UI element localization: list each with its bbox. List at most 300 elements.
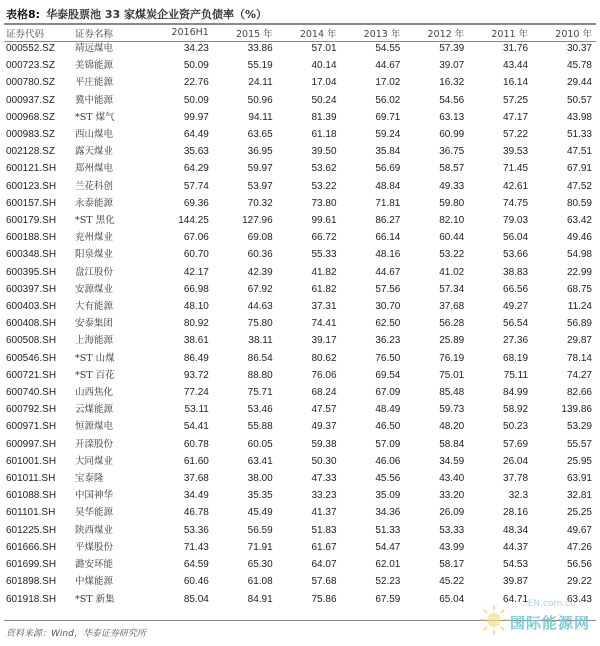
security-code-cell: 600395.SH [6, 266, 57, 278]
debt-ratio-cell: 43.99 [439, 541, 465, 553]
table-row [4, 350, 596, 367]
header-cell: 2016H1 [171, 27, 209, 38]
debt-ratio-cell: 144.25 [178, 215, 209, 227]
debt-ratio-cell: 32.3 [508, 490, 529, 502]
security-code-cell: 000983.SZ [6, 129, 55, 141]
debt-ratio-cell: 63.91 [566, 473, 592, 485]
debt-ratio-cell: 65.30 [247, 559, 273, 571]
header-cell: 2013 年 [363, 28, 401, 40]
table-row [4, 539, 596, 556]
debt-ratio-cell: 25.89 [439, 335, 465, 347]
security-code-cell: 601699.SH [6, 559, 57, 571]
debt-ratio-cell: 45.49 [247, 507, 273, 519]
debt-ratio-cell: 63.65 [247, 129, 273, 141]
debt-ratio-cell: 41.82 [311, 266, 337, 278]
watermark-text: 国际能源网 [510, 614, 591, 632]
security-name-cell: 冀中能源 [75, 94, 114, 106]
security-name-cell: 大同煤业 [75, 455, 114, 467]
security-name-cell: 陕西煤业 [75, 524, 114, 536]
security-code-cell: 000552.SZ [6, 43, 55, 54]
debt-ratio-cell: 57.39 [439, 43, 465, 54]
security-code-cell: 600546.SH [6, 352, 57, 364]
table-row [4, 178, 596, 195]
debt-ratio-cell: 35.35 [247, 490, 273, 502]
security-name-cell: *ST 新集 [75, 593, 115, 605]
debt-ratio-cell: 42.17 [183, 266, 209, 278]
debt-ratio-cell: 66.98 [183, 283, 209, 295]
debt-ratio-cell: 71.91 [247, 541, 273, 553]
debt-ratio-cell: 43.40 [439, 473, 465, 485]
security-code-cell: 600403.SH [6, 301, 57, 313]
debt-ratio-cell: 41.37 [311, 507, 337, 519]
debt-ratio-cell: 60.99 [439, 129, 465, 141]
debt-ratio-cell: 59.38 [311, 438, 337, 450]
header-cell: 2012 年 [427, 28, 465, 40]
security-name-cell: 安泰集团 [75, 318, 114, 330]
debt-ratio-cell: 29.44 [566, 77, 592, 89]
debt-ratio-cell: 53.97 [247, 180, 273, 192]
debt-ratio-cell: 82.10 [439, 215, 465, 227]
debt-ratio-cell: 40.14 [311, 60, 337, 72]
security-code-cell: 600188.SH [6, 232, 57, 244]
debt-ratio-cell: 30.70 [375, 301, 401, 313]
debt-ratio-cell: 60.05 [247, 438, 273, 450]
debt-ratio-cell: 37.78 [503, 473, 529, 485]
debt-ratio-cell: 39.87 [503, 576, 529, 588]
debt-ratio-cell: 36.75 [439, 146, 465, 158]
debt-ratio-cell: 61.67 [311, 541, 337, 553]
debt-ratio-cell: 76.19 [439, 352, 465, 364]
debt-ratio-cell: 47.17 [503, 111, 529, 123]
security-code-cell: 601225.SH [6, 524, 57, 536]
debt-ratio-cell: 60.70 [183, 249, 209, 261]
debt-ratio-cell: 66.56 [503, 283, 529, 295]
debt-ratio-cell: 36.23 [375, 335, 401, 347]
debt-ratio-cell: 61.82 [311, 283, 337, 295]
table-row [4, 436, 596, 453]
security-name-cell: 平庄能源 [75, 77, 114, 89]
table-row [4, 401, 596, 418]
debt-ratio-cell: 66.14 [375, 232, 401, 244]
debt-ratio-cell: 80.59 [566, 197, 592, 209]
security-name-cell: 恒源煤电 [75, 421, 114, 433]
security-code-cell: 600121.SH [6, 163, 57, 175]
debt-ratio-cell: 54.47 [375, 541, 401, 553]
debt-ratio-cell: 42.39 [247, 266, 273, 278]
security-name-cell: 上海能源 [75, 335, 114, 347]
debt-ratio-cell: 35.63 [183, 146, 209, 158]
debt-ratio-cell: 44.37 [503, 541, 529, 553]
security-name-cell: *ST 百花 [75, 369, 115, 381]
table-row [4, 384, 596, 401]
table-row [4, 92, 596, 109]
debt-ratio-cell: 64.29 [183, 163, 209, 175]
debt-ratio-cell: 44.67 [375, 60, 401, 72]
debt-ratio-cell: 28.16 [503, 507, 529, 519]
debt-ratio-cell: 57.68 [311, 576, 337, 588]
debt-ratio-cell: 32.81 [566, 490, 592, 502]
security-name-cell: 昊华能源 [75, 507, 114, 519]
debt-ratio-cell: 67.92 [247, 283, 273, 295]
security-code-cell: 600792.SH [6, 404, 57, 416]
debt-ratio-cell: 33.20 [439, 490, 465, 502]
security-code-cell: 600157.SH [6, 197, 57, 209]
debt-ratio-cell: 50.96 [247, 94, 273, 106]
security-name-cell: 云煤能源 [75, 404, 114, 416]
debt-ratio-cell: 37.31 [311, 301, 337, 313]
debt-ratio-cell: 57.69 [503, 438, 529, 450]
debt-ratio-cell: 49.33 [439, 180, 465, 192]
security-name-cell: 阳泉煤业 [75, 249, 114, 261]
debt-ratio-cell: 67.91 [566, 163, 592, 175]
debt-ratio-cell: 57.25 [503, 94, 529, 106]
debt-ratio-cell: 43.44 [503, 60, 529, 72]
debt-ratio-cell: 34.59 [439, 455, 465, 467]
debt-ratio-cell: 80.92 [183, 318, 209, 330]
debt-ratio-cell: 74.27 [566, 369, 592, 381]
debt-ratio-cell: 41.02 [439, 266, 465, 278]
debt-ratio-cell: 34.36 [375, 507, 401, 519]
debt-ratio-cell: 27.36 [503, 335, 529, 347]
debt-ratio-cell: 76.50 [375, 352, 401, 364]
table-row [4, 126, 596, 143]
debt-ratio-cell: 46.78 [183, 507, 209, 519]
debt-ratio-cell: 48.16 [375, 249, 401, 261]
debt-ratio-cell: 53.36 [183, 524, 209, 536]
debt-ratio-cell: 56.28 [439, 318, 465, 330]
debt-ratio-cell: 82.66 [566, 387, 592, 399]
debt-ratio-cell: 17.04 [311, 77, 337, 89]
debt-ratio-cell: 66.72 [311, 232, 337, 244]
debt-ratio-cell: 99.61 [311, 215, 337, 227]
debt-ratio-cell: 24.11 [248, 77, 273, 89]
security-code-cell: 601918.SH [6, 593, 57, 605]
debt-ratio-cell: 29.22 [566, 576, 592, 588]
debt-ratio-cell: 60.44 [439, 232, 465, 244]
debt-ratio-cell: 50.09 [183, 94, 209, 106]
table-title [6, 6, 267, 22]
table-row [4, 556, 596, 573]
debt-ratio-cell: 58.57 [439, 163, 465, 175]
debt-ratio-cell: 54.55 [375, 43, 401, 54]
security-code-cell: 600408.SH [6, 318, 57, 330]
debt-ratio-cell: 56.56 [566, 559, 592, 571]
debt-ratio-cell: 48.49 [375, 404, 401, 416]
security-code-cell: 600348.SH [6, 249, 57, 261]
debt-ratio-cell: 29.87 [566, 335, 592, 347]
debt-ratio-cell: 60.36 [247, 249, 273, 261]
debt-ratio-cell: 78.14 [566, 352, 592, 364]
debt-ratio-cell: 60.46 [183, 576, 209, 588]
debt-ratio-cell: 63.13 [439, 111, 465, 123]
security-name-cell: 中国神华 [75, 490, 114, 502]
debt-ratio-cell: 84.99 [503, 387, 529, 399]
debt-ratio-cell: 25.25 [566, 507, 592, 519]
security-name-cell: 安源煤业 [75, 283, 114, 295]
debt-ratio-cell: 57.01 [311, 43, 337, 54]
security-name-cell: 中煤能源 [75, 576, 114, 588]
debt-ratio-cell: 53.29 [566, 421, 592, 433]
debt-ratio-cell: 71.45 [503, 163, 529, 175]
security-code-cell: 600179.SH [6, 215, 57, 227]
table-row [4, 418, 596, 435]
debt-ratio-cell: 79.03 [503, 215, 529, 227]
security-name-cell: 盘江股份 [75, 266, 114, 278]
table-row [4, 573, 596, 590]
table-row [4, 522, 596, 539]
security-name-cell: 郑州煤电 [75, 163, 114, 175]
debt-ratio-cell: 55.19 [247, 60, 273, 72]
security-code-cell: 601666.SH [6, 541, 57, 553]
security-code-cell: 600997.SH [6, 438, 57, 450]
debt-ratio-cell: 47.52 [566, 180, 592, 192]
debt-ratio-cell: 59.80 [439, 197, 465, 209]
debt-ratio-cell: 46.06 [375, 455, 401, 467]
debt-ratio-cell: 69.54 [375, 369, 401, 381]
security-name-cell: 永泰能源 [75, 197, 114, 209]
debt-ratio-cell: 75.11 [503, 369, 529, 381]
debt-ratio-cell: 57.74 [183, 180, 209, 192]
security-code-cell: 002128.SZ [6, 146, 55, 158]
debt-ratio-cell: 31.76 [503, 43, 529, 54]
debt-ratio-cell: 73.80 [311, 197, 337, 209]
debt-ratio-cell: 86.49 [183, 352, 209, 364]
debt-ratio-cell: 61.18 [311, 129, 337, 141]
security-code-cell: 601011.SH [6, 473, 56, 485]
debt-ratio-cell: 50.30 [311, 455, 337, 467]
security-name-cell: *ST 煤气 [75, 111, 115, 123]
table-row [4, 40, 596, 57]
security-name-cell: 美锦能源 [75, 60, 114, 72]
debt-ratio-cell: 49.67 [566, 524, 592, 536]
security-name-cell: 潞安环能 [75, 559, 114, 571]
debt-ratio-cell: 36.95 [247, 146, 273, 158]
table-row [4, 470, 596, 487]
source-note: 资料来源：Wind，华泰证券研究所 [6, 629, 146, 639]
table-row [4, 74, 596, 91]
security-name-cell: 开滦股份 [75, 438, 114, 450]
debt-ratio-cell: 22.76 [183, 77, 209, 89]
debt-ratio-cell: 56.02 [375, 94, 401, 106]
debt-ratio-cell: 37.68 [183, 473, 209, 485]
debt-ratio-cell: 74.75 [503, 197, 529, 209]
debt-ratio-cell: 93.72 [183, 369, 209, 381]
debt-ratio-cell: 56.54 [503, 318, 529, 330]
table-row [4, 57, 596, 74]
debt-ratio-cell: 80.62 [311, 352, 337, 364]
security-code-cell: 600397.SH [6, 283, 57, 295]
debt-ratio-cell: 47.33 [311, 473, 337, 485]
debt-ratio-cell: 54.56 [439, 94, 465, 106]
debt-ratio-cell: 53.62 [311, 163, 337, 175]
debt-ratio-cell: 53.33 [439, 524, 465, 536]
debt-ratio-cell: 59.97 [247, 163, 273, 175]
security-name-cell: *ST 山煤 [75, 352, 115, 364]
debt-ratio-cell: 16.32 [439, 77, 465, 89]
table-row [4, 264, 596, 281]
debt-ratio-cell: 56.89 [566, 318, 592, 330]
table-row [4, 109, 596, 126]
table-row [4, 143, 596, 160]
table-row [4, 487, 596, 504]
debt-ratio-cell: 64.49 [183, 129, 209, 141]
debt-ratio-cell: 17.02 [375, 77, 401, 89]
debt-ratio-cell: 47.26 [566, 541, 592, 553]
debt-ratio-cell: 47.51 [566, 146, 592, 158]
debt-ratio-cell: 48.10 [183, 301, 209, 313]
debt-ratio-cell: 57.22 [503, 129, 529, 141]
debt-ratio-cell: 38.61 [183, 335, 209, 347]
debt-ratio-cell: 69.08 [247, 232, 273, 244]
debt-ratio-cell: 26.04 [503, 455, 529, 467]
debt-ratio-cell: 25.95 [566, 455, 592, 467]
debt-ratio-cell: 53.46 [247, 404, 273, 416]
header-cell: 证券名称 [75, 28, 114, 40]
debt-ratio-cell: 47.57 [311, 404, 337, 416]
debt-ratio-cell: 50.23 [503, 421, 529, 433]
debt-ratio-cell: 11.24 [567, 301, 592, 313]
table-body [4, 40, 596, 608]
debt-ratio-cell: 76.06 [311, 369, 337, 381]
debt-ratio-cell: 44.63 [247, 301, 273, 313]
debt-ratio-cell: 39.53 [503, 146, 529, 158]
debt-ratio-cell: 49.37 [311, 421, 337, 433]
debt-ratio-cell: 75.80 [247, 318, 273, 330]
table-row [4, 281, 596, 298]
debt-ratio-cell: 54.41 [183, 421, 209, 433]
debt-ratio-cell: 85.48 [439, 387, 465, 399]
debt-ratio-cell: 59.73 [439, 404, 465, 416]
debt-ratio-cell: 71.43 [183, 541, 209, 553]
debt-ratio-cell: 64.71 [503, 593, 529, 605]
security-code-cell: 000968.SZ [6, 111, 55, 123]
debt-ratio-cell: 48.20 [439, 421, 465, 433]
table-row [4, 160, 596, 177]
debt-ratio-cell: 44.67 [375, 266, 401, 278]
debt-ratio-cell: 53.66 [503, 249, 529, 261]
debt-ratio-cell: 62.01 [375, 559, 401, 571]
debt-ratio-cell: 42.61 [503, 180, 529, 192]
watermark-site: ..EN.com.cn [522, 599, 576, 609]
security-code-cell: 600508.SH [6, 335, 57, 347]
debt-ratio-cell: 86.27 [375, 215, 401, 227]
debt-ratio-cell: 61.60 [183, 455, 209, 467]
debt-ratio-cell: 67.09 [375, 387, 401, 399]
debt-ratio-cell: 53.22 [311, 180, 337, 192]
security-code-cell: 000723.SZ [6, 60, 55, 72]
security-code-cell: 600740.SH [6, 387, 57, 399]
security-code-cell: 000780.SZ [6, 77, 55, 89]
debt-ratio-cell: 63.43 [566, 593, 592, 605]
security-name-cell: 平煤股份 [75, 541, 114, 553]
header-cell: 2011 年 [491, 28, 529, 40]
table-row [4, 195, 596, 212]
debt-ratio-cell: 33.23 [311, 490, 337, 502]
debt-ratio-cell: 99.97 [183, 111, 209, 123]
debt-ratio-cell: 34.49 [183, 490, 209, 502]
debt-ratio-cell: 67.06 [183, 232, 209, 244]
debt-ratio-cell: 49.46 [566, 232, 592, 244]
debt-ratio-cell: 45.56 [375, 473, 401, 485]
security-name-cell: 兰花科创 [75, 180, 114, 192]
debt-ratio-cell: 81.39 [311, 111, 337, 123]
table-row [4, 298, 596, 315]
debt-ratio-cell: 57.34 [439, 283, 465, 295]
debt-ratio-cell: 55.88 [247, 421, 273, 433]
security-code-cell: 000937.SZ [6, 94, 55, 106]
debt-ratio-cell: 64.59 [183, 559, 209, 571]
debt-ratio-cell: 69.36 [183, 197, 209, 209]
security-name-cell: 大有能源 [75, 301, 114, 313]
debt-ratio-cell: 51.83 [311, 524, 337, 536]
debt-ratio-cell: 45.78 [566, 60, 592, 72]
debt-ratio-cell: 51.33 [566, 129, 592, 141]
debt-ratio-cell: 26.09 [439, 507, 465, 519]
debt-ratio-cell: 56.04 [503, 232, 529, 244]
debt-ratio-cell: 63.42 [566, 215, 592, 227]
header-cell: 证券代码 [6, 28, 45, 40]
security-name-cell: 宝泰隆 [75, 473, 104, 485]
debt-ratio-cell: 86.54 [247, 352, 273, 364]
table-row [4, 212, 596, 229]
header-cell: 2014 年 [299, 28, 337, 40]
debt-ratio-cell: 43.98 [566, 111, 592, 123]
debt-ratio-cell: 88.80 [247, 369, 273, 381]
debt-ratio-cell: 45.22 [439, 576, 465, 588]
debt-ratio-cell: 22.99 [566, 266, 592, 278]
debt-ratio-table [4, 25, 596, 608]
debt-ratio-cell: 67.59 [375, 593, 401, 605]
debt-ratio-cell: 54.98 [566, 249, 592, 261]
debt-ratio-cell: 33.86 [247, 43, 273, 54]
debt-ratio-cell: 75.71 [247, 387, 273, 399]
debt-ratio-cell: 84.91 [247, 593, 273, 605]
debt-ratio-cell: 58.92 [503, 404, 529, 416]
debt-ratio-cell: 30.37 [566, 43, 592, 54]
debt-ratio-cell: 39.50 [311, 146, 337, 158]
debt-ratio-cell: 62.50 [375, 318, 401, 330]
debt-ratio-cell: 56.59 [247, 524, 273, 536]
debt-ratio-cell: 49.27 [503, 301, 529, 313]
debt-ratio-cell: 52.23 [375, 576, 401, 588]
watermark-logo [476, 596, 594, 642]
debt-ratio-cell: 74.41 [311, 318, 337, 330]
debt-ratio-cell: 53.11 [184, 404, 209, 416]
debt-ratio-cell: 38.83 [503, 266, 529, 278]
security-name-cell: 西山煤电 [75, 129, 114, 141]
debt-ratio-cell: 70.32 [247, 197, 273, 209]
security-code-cell: 600971.SH [6, 421, 57, 433]
debt-ratio-cell: 48.34 [503, 524, 529, 536]
debt-ratio-cell: 56.69 [375, 163, 401, 175]
security-name-cell: *ST 黑化 [75, 215, 115, 227]
debt-ratio-cell: 50.24 [311, 94, 337, 106]
table-row [4, 229, 596, 246]
header-row [4, 25, 596, 40]
debt-ratio-cell: 55.57 [566, 438, 592, 450]
debt-ratio-cell: 63.41 [247, 455, 273, 467]
debt-ratio-cell: 57.56 [375, 283, 401, 295]
debt-ratio-cell: 38.11 [248, 335, 273, 347]
debt-ratio-cell: 69.71 [375, 111, 401, 123]
table-row [4, 453, 596, 470]
security-code-cell: 601001.SH [6, 455, 57, 467]
debt-ratio-cell: 94.11 [248, 111, 273, 123]
debt-ratio-cell: 58.84 [439, 438, 465, 450]
table-row [4, 332, 596, 349]
sun-logo-icon [478, 604, 510, 636]
debt-ratio-cell: 53.22 [439, 249, 465, 261]
